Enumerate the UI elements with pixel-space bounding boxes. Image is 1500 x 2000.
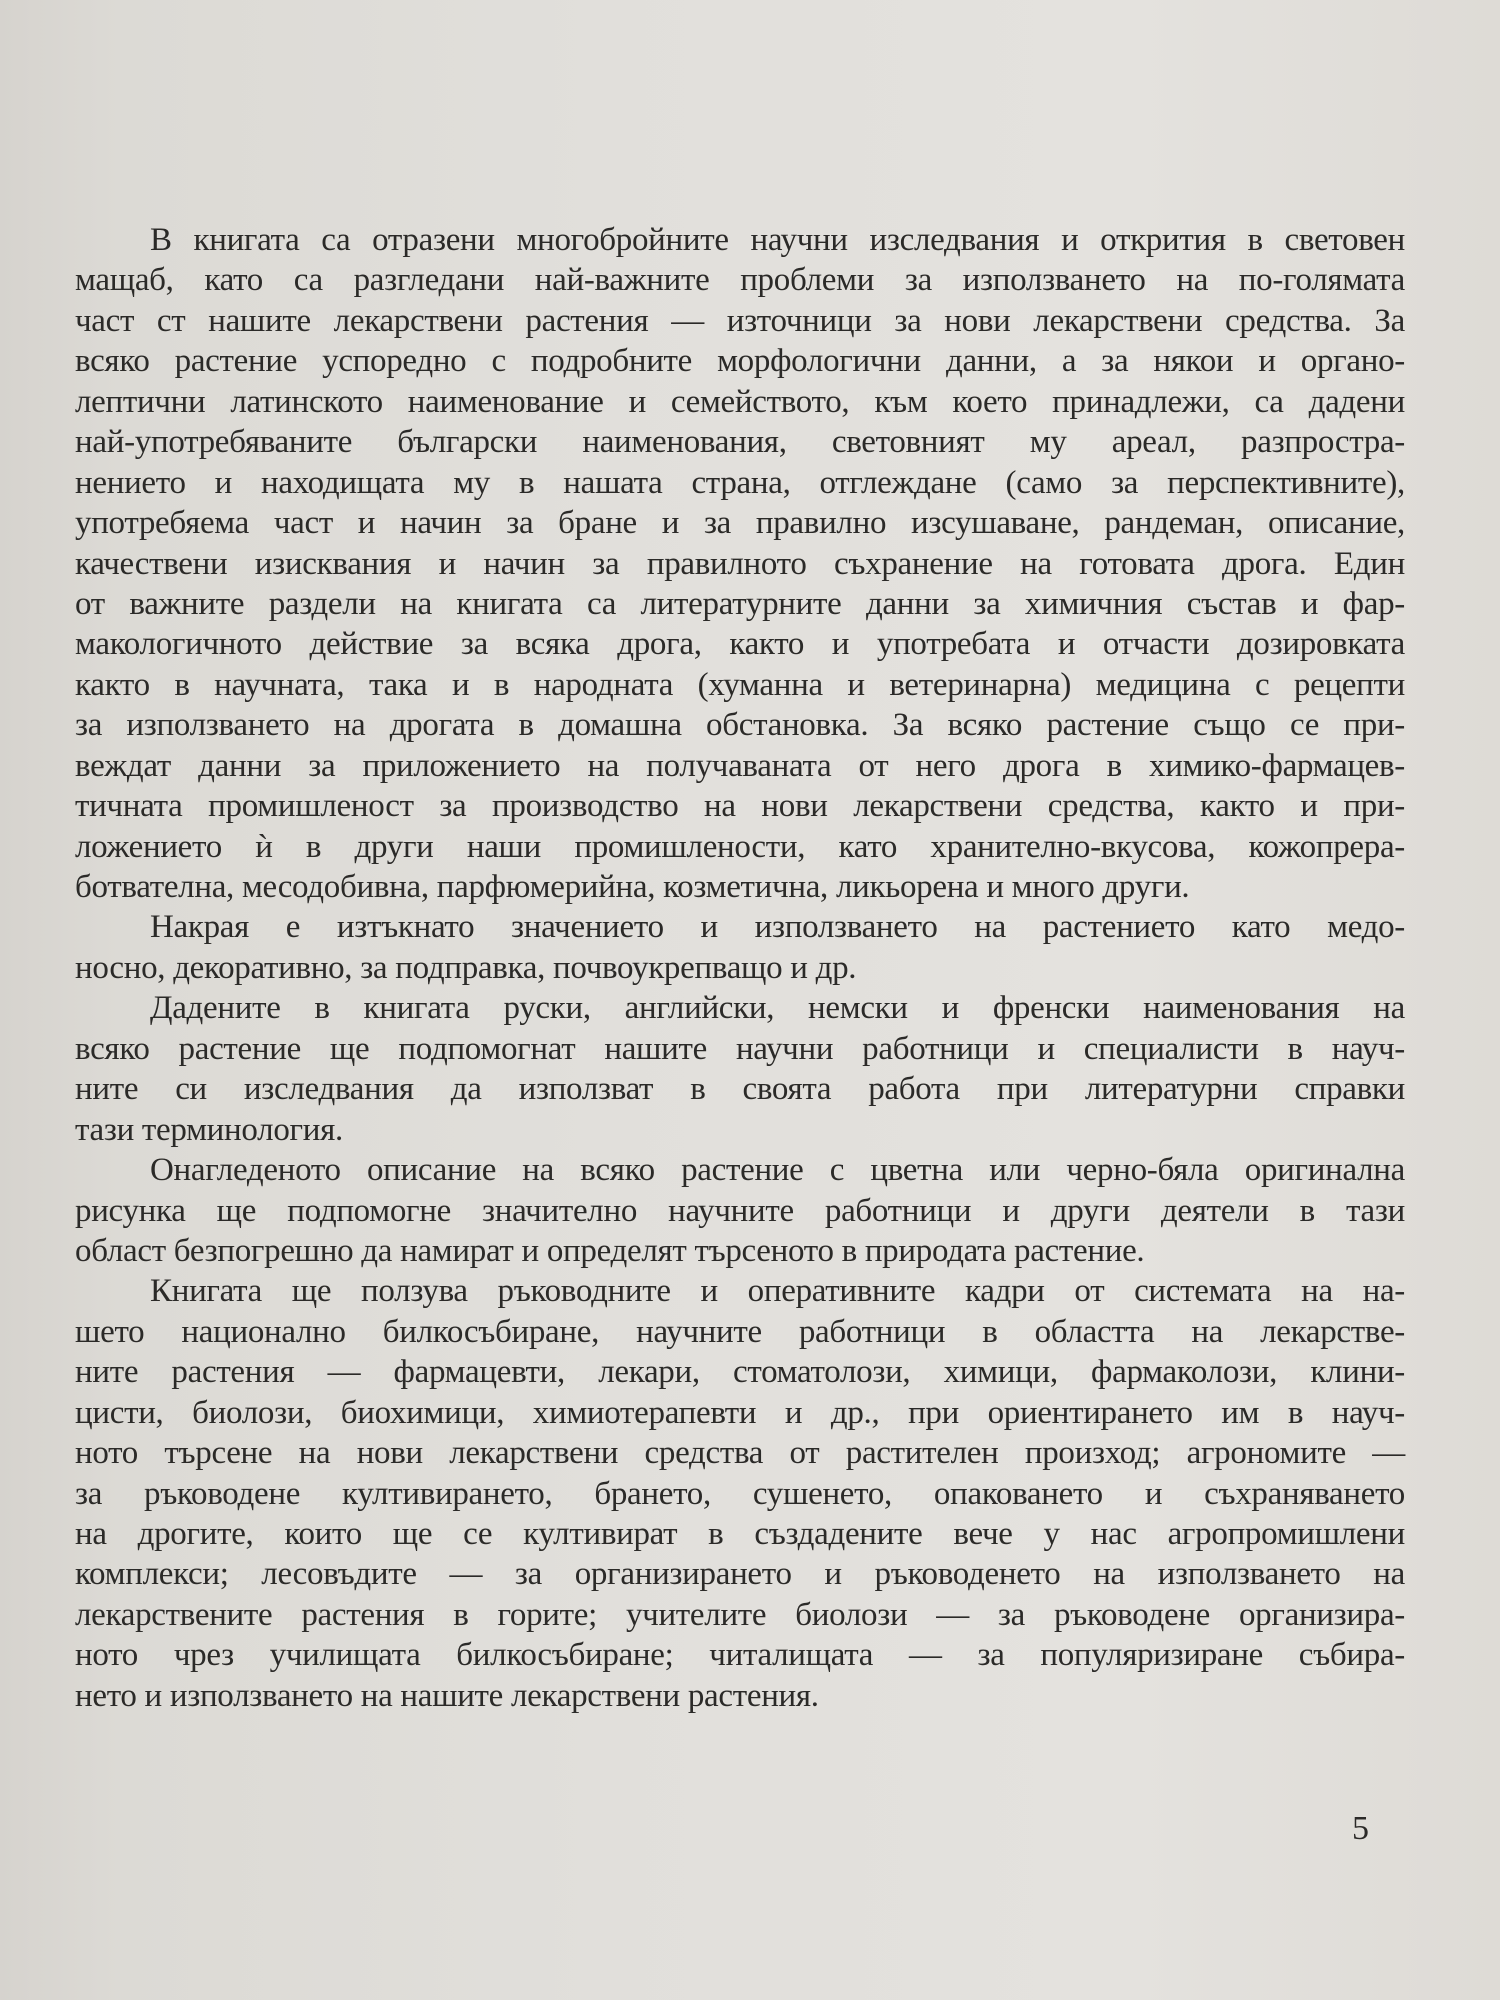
text-line: рисунка ще подпомогне значително научните работници и други деятели в тази	[75, 1192, 1405, 1229]
text-line: качествени изисквания и начин за правилното съхранение на готовата дрога. Един	[75, 545, 1405, 582]
paragraph-5	[75, 1271, 1405, 1716]
paragraph-4	[75, 1150, 1405, 1271]
text-line: В книгата са отразени многобройните научни изследвания и открития в световен	[150, 222, 1405, 258]
text-line: на дрогите, които ще се култивират в създадените вече у нас агропромишлени	[75, 1516, 1405, 1552]
text-line: мащаб, като са разгледани най-важните проблеми за използването на по-голямата	[75, 262, 1405, 299]
text-line: Дадените в книгата руски, английски, немски и френски наименования на	[150, 990, 1405, 1027]
text-line: комплекси; лесовъдите — за организирането и ръководенето на използването на	[75, 1556, 1405, 1593]
text-line: Онагледеното описание на всяко растение с цветна или черно-бяла оригинална	[150, 1152, 1405, 1189]
text-line: ложението ѝ в други наши промишлености, като хранително-вкусова, кожопрера-	[75, 828, 1405, 865]
text-line: част ст нашите лекарствени растения — източници за нови лекарствени средства. За	[75, 302, 1405, 339]
text-line: от важните раздели на книгата са литературните данни за химичния състав и фар-	[75, 585, 1405, 622]
text-line: за използването на дрогата в домашна обстановка. За всяко растение също се при-	[75, 707, 1405, 744]
text-line: ботвателна, месодобивна, парфюмерийна, козметична, ликьорена и много други.	[75, 869, 1190, 905]
text-line: нето и използването на нашите лекарствени растения.	[75, 1677, 819, 1714]
text-line: ното търсене на нови лекарствени средства от растителен произход; агрономите —	[75, 1435, 1405, 1472]
body-text	[75, 220, 1405, 1716]
text-line: ното чрез училищата билкосъбиране; читалищата — за популяризиране събира-	[75, 1637, 1405, 1674]
text-line: всяко растение успоредно с подробните морфологични данни, а за някои и органо-	[75, 343, 1405, 380]
text-line: ните растения — фармацевти, лекари, стоматолози, химици, фармаколози, клини-	[75, 1354, 1405, 1391]
page-number: 5	[1352, 1810, 1369, 1847]
text-line: за ръководене култивирането, брането, сушенето, опаковането и съхраняването	[75, 1475, 1405, 1512]
paragraph-2	[75, 907, 1405, 988]
text-line: шето национално билкосъбиране, научните работници в областта на лекарстве-	[75, 1313, 1405, 1350]
text-line: цисти, биолози, биохимици, химиотерапевти и др., при ориентирането им в науч-	[75, 1394, 1405, 1431]
text-line: носно, декоративно, за подправка, почвоукрепващо и др.	[75, 949, 857, 986]
text-line: както в научната, така и в народната (хуманна и ветеринарна) медицина с рецепти	[75, 666, 1405, 703]
text-line: ните си изследвания да използват в своята работа при литературни справки	[75, 1071, 1405, 1108]
text-line: макологичното действие за всяка дрога, както и употребата и отчасти дозировката	[75, 626, 1405, 663]
text-line: всяко растение ще подпомогнат нашите научни работници и специалисти в науч-	[75, 1030, 1405, 1067]
text-line: Накрая е изтъкнато значението и използването на растението като медо-	[150, 909, 1405, 946]
text-line: нението и находищата му в нашата страна, отглеждане (само за перспективните),	[75, 464, 1405, 501]
text-line: най-употребяваните български наименования, световният му ареал, разпростра-	[75, 424, 1405, 461]
text-line: лекарствените растения в горите; учителите биолози — за ръководене организира-	[75, 1596, 1405, 1633]
text-line: тичната промишленост за производство на нови лекарствени средства, както и при-	[75, 788, 1405, 825]
text-line: Книгата ще ползува ръководните и оперативните кадри от системата на на-	[150, 1273, 1405, 1310]
text-line: употребяема част и начин за бране и за правилно изсушаване, рандеман, описание,	[75, 505, 1405, 542]
text-line: област безпогрешно да намират и определят търсеното в природата растение.	[75, 1232, 1145, 1269]
paragraph-1	[75, 220, 1405, 907]
text-line: лептични латинското наименование и семейството, към което принадлежи, са дадени	[75, 383, 1405, 420]
paragraph-3	[75, 988, 1405, 1150]
text-line: веждат данни за приложението на получаваната от него дрога в химико-фармацев-	[75, 747, 1405, 784]
text-line: тази терминология.	[75, 1111, 343, 1148]
